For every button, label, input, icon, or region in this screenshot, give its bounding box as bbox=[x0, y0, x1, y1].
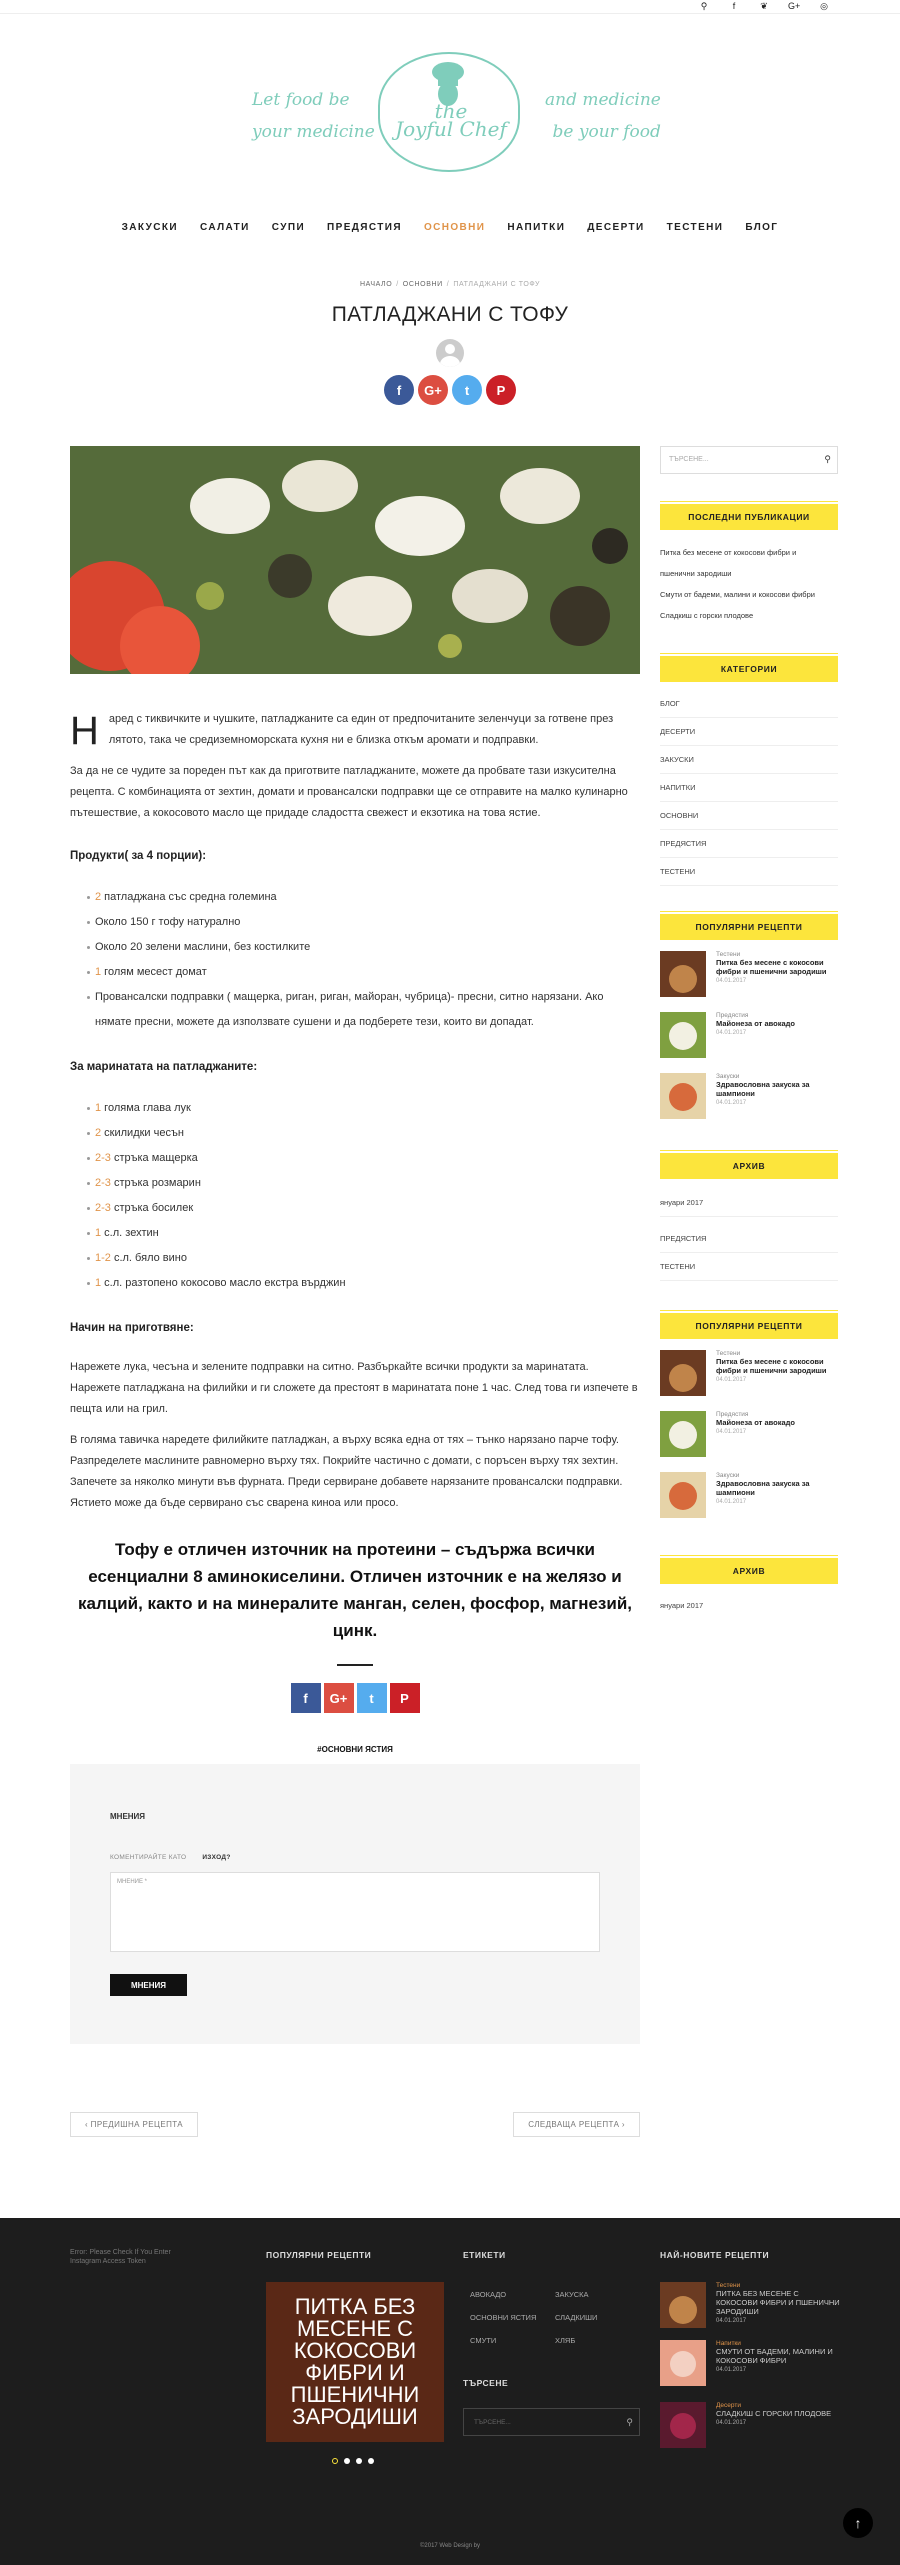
recipe-category: Напитки bbox=[716, 2340, 741, 2347]
recipe-date: 04.01.2017 bbox=[716, 1377, 747, 1383]
recipe-title: Питка без месене с кокосови фибри и пшенични зародиши bbox=[716, 958, 827, 976]
popular-recipe[interactable] bbox=[660, 1472, 838, 1522]
list-item bbox=[95, 935, 640, 960]
footer-recipe[interactable] bbox=[660, 2282, 840, 2328]
recipe-title: Здравословна закуска за шампиони bbox=[716, 1479, 810, 1497]
category-link[interactable]: ТЕСТЕНИ bbox=[660, 1253, 838, 1281]
item-text: стръка мащерка bbox=[110, 1152, 198, 1164]
archive-link[interactable]: януари 2017 bbox=[660, 1601, 704, 1610]
search-placeholder: ТЪРСЕНЕ... bbox=[669, 456, 709, 463]
footer-popular-heading: ПОПУЛЯРНИ РЕЦЕПТИ bbox=[266, 2250, 372, 2260]
sidebar-search-input[interactable] bbox=[660, 446, 838, 474]
recipe-thumbnail bbox=[660, 2282, 706, 2328]
recipe-thumbnail bbox=[660, 1012, 706, 1058]
recipe-title: СМУТИ ОТ БАДЕМИ, МАЛИНИ И КОКОСОВИ ФИБРИ bbox=[716, 2347, 833, 2365]
popular-recipes-list bbox=[660, 951, 838, 1123]
recipe-category: Тестени bbox=[716, 1350, 741, 1357]
share-facebook-button[interactable]: f bbox=[291, 1683, 321, 1713]
recipe-date: 04.01.2017 bbox=[716, 2367, 747, 2373]
categories-heading: КАТЕГОРИИ bbox=[660, 656, 838, 682]
item-number: 2-3 bbox=[95, 1177, 111, 1189]
list-item bbox=[95, 885, 640, 910]
recipe-thumbnail bbox=[660, 2340, 706, 2386]
recipe-title: Майонеза от авокадо bbox=[716, 1418, 795, 1427]
recipe-title: Питка без месене с кокосови фибри и пшенични зародиши bbox=[716, 1357, 827, 1375]
share-twitter-button[interactable]: t bbox=[357, 1683, 387, 1713]
category-link[interactable]: ПРЕДЯСТИЯ bbox=[660, 1225, 838, 1253]
author-avatar[interactable] bbox=[436, 339, 464, 367]
item-number: 1-2 bbox=[95, 1252, 111, 1264]
recipe-category: Тестени bbox=[716, 951, 741, 958]
tag-link[interactable]: ЗАКУСКА bbox=[555, 2290, 589, 2299]
site-logo[interactable] bbox=[0, 14, 900, 174]
tag-link[interactable]: ХЛЯБ bbox=[555, 2336, 576, 2345]
marinade-heading: За маринатата на патладжаните: bbox=[70, 1061, 258, 1073]
recipe-thumbnail bbox=[660, 1350, 706, 1396]
post-navigation bbox=[70, 2112, 640, 2137]
popular-recipes-heading-2: ПОПУЛЯРНИ РЕЦЕПТИ bbox=[660, 1313, 838, 1339]
breadcrumb: НАЧАЛО / ОСНОВНИ / ПАТЛАДЖАНИ С ТОФУ bbox=[359, 281, 541, 288]
nav-item-breakfast[interactable]: ЗАКУСКИ bbox=[121, 222, 178, 233]
method-heading: Начин на приготвяне: bbox=[70, 1322, 194, 1334]
comment-as-text: КОМЕНТИРАЙТЕ КАТО bbox=[110, 1854, 187, 1861]
list-item bbox=[95, 1271, 640, 1296]
logo-tagline-left bbox=[252, 84, 375, 148]
logo-tagline-right-text: and medicine be your food bbox=[545, 90, 661, 142]
slider-dot[interactable] bbox=[356, 2458, 362, 2464]
item-text: с.л. бяло вино bbox=[110, 1252, 187, 1264]
nav-item-mains[interactable]: ОСНОВНИ bbox=[423, 222, 486, 233]
item-text: скилидки чесън bbox=[101, 1127, 184, 1139]
item-text: с.л. разтопено кокосово масло екстра върджин bbox=[101, 1277, 346, 1289]
sidebar bbox=[660, 446, 838, 1619]
share-facebook-button[interactable]: f bbox=[384, 375, 414, 405]
recent-post-link[interactable]: Сладкиш с горски плодове bbox=[660, 611, 754, 620]
item-number: 2 bbox=[95, 891, 102, 903]
divider bbox=[337, 1664, 373, 1666]
logout-link[interactable]: ИЗХОД? bbox=[202, 1854, 231, 1861]
page-title: ПАТЛАДЖАНИ С ТОФУ bbox=[331, 303, 569, 326]
nav-item-drinks[interactable]: НАПИТКИ bbox=[507, 222, 566, 233]
archive-link[interactable]: януари 2017 bbox=[660, 1189, 838, 1217]
nav-item-starters[interactable]: ПРЕДЯСТИЯ bbox=[327, 222, 402, 233]
marinade-list bbox=[70, 1096, 640, 1296]
site-footer bbox=[0, 2218, 900, 2565]
item-number: 2-3 bbox=[95, 1202, 111, 1214]
recipe-category: Десерти bbox=[716, 2402, 741, 2409]
top-social-links bbox=[698, 1, 830, 12]
list-item bbox=[95, 1146, 640, 1171]
archive-heading-2: АРХИВ bbox=[660, 1558, 838, 1584]
category-link[interactable]: ЗАКУСКИ bbox=[660, 746, 838, 774]
comments-heading: МНЕНИЯ bbox=[110, 1812, 146, 1821]
nav-item-desserts[interactable]: ДЕСЕРТИ bbox=[587, 222, 645, 233]
facebook-icon[interactable]: f bbox=[732, 1, 736, 11]
nav-item-soups[interactable]: СУПИ bbox=[271, 222, 306, 233]
recipe-thumbnail bbox=[660, 1073, 706, 1119]
breadcrumb-category[interactable]: ОСНОВНИ bbox=[402, 281, 443, 288]
list-item bbox=[95, 1171, 640, 1196]
tag-link[interactable]: СЛАДКИШИ bbox=[555, 2313, 598, 2322]
prev-post-button[interactable]: ‹ ПРЕДИШНА РЕЦЕПТА bbox=[70, 2112, 198, 2137]
intro-text: аред с тиквичките и чушките, патладжаните са един от предпочитаните зеленчуци за готвене през лятото, така че средиземноморската кухня ни е близка откъм аромати и подправки. bbox=[108, 713, 614, 746]
nav-item-blog[interactable]: БЛОГ bbox=[745, 222, 779, 233]
recipe-thumbnail bbox=[660, 2402, 706, 2448]
highlight-quote: Тофу е отличен източник на протеини – съдържа всички есенциални 8 аминокиселини. Отличен източник е на желязо и калций, както и на минералите манган, селен, фосфор, магнезий, цинк. bbox=[78, 1540, 632, 1640]
search-icon[interactable]: ⚲ bbox=[700, 1, 708, 11]
recent-post-link[interactable]: Смути от бадеми, малини и кокосови фибри bbox=[660, 590, 815, 599]
category-link[interactable]: ТЕСТЕНИ bbox=[660, 858, 838, 886]
post-content bbox=[70, 446, 640, 2137]
item-number: 2 bbox=[95, 1127, 102, 1139]
logo-brand: the Joyful Chef bbox=[395, 99, 507, 141]
recent-posts-list bbox=[660, 542, 838, 626]
recipe-date: 04.01.2017 bbox=[716, 1499, 747, 1505]
category-link[interactable]: ПРЕДЯСТИЯ bbox=[660, 830, 838, 858]
slider-dot[interactable] bbox=[344, 2458, 350, 2464]
list-item bbox=[95, 1221, 640, 1246]
products-list bbox=[70, 885, 640, 1035]
top-bar bbox=[0, 0, 900, 14]
recipe-title: Майонеза от авокадо bbox=[716, 1019, 795, 1028]
recipe-date: 04.01.2017 bbox=[716, 2318, 747, 2324]
share-pinterest-button[interactable]: P bbox=[486, 375, 516, 405]
method-paragraph-1: Нарежете лука, чесъна и зелените подправки на ситно. Разбъркайте всички продукти за маринатата. Нарежете патладжана на филийки и ги сложете да престоят в маринатата поне 1 час. След това ги изпечете в пещта или на грил. bbox=[70, 1361, 638, 1415]
footer-search-heading: ТЪРСЕНЕ bbox=[463, 2378, 509, 2388]
recipe-category: Закуски bbox=[716, 1472, 740, 1479]
popular-recipes-list-2 bbox=[660, 1350, 838, 1522]
categories-list bbox=[660, 690, 838, 886]
recent-posts-heading: ПОСЛЕДНИ ПУБЛИКАЦИИ bbox=[660, 504, 838, 530]
list-item bbox=[95, 985, 640, 1035]
category-link[interactable]: НАПИТКИ bbox=[660, 774, 838, 802]
slider-dots bbox=[332, 2458, 374, 2464]
item-text: голям месест домат bbox=[101, 966, 207, 978]
search-placeholder: ТЪРСЕНЕ... bbox=[474, 2419, 511, 2426]
share-pinterest-button[interactable]: P bbox=[390, 1683, 420, 1713]
recipe-title: СЛАДКИШ С ГОРСКИ ПЛОДОВЕ bbox=[716, 2409, 832, 2418]
nav-item-dough[interactable]: ТЕСТЕНИ bbox=[666, 222, 724, 233]
item-text: Около 150 г тофу натурално bbox=[95, 916, 241, 928]
archive-heading: АРХИВ bbox=[660, 1153, 838, 1179]
item-text: стръка босилек bbox=[110, 1202, 194, 1214]
item-text: патладжана със средна големина bbox=[101, 891, 277, 903]
item-text: Около 20 зелени маслини, без костилките bbox=[95, 941, 311, 953]
list-item bbox=[95, 1246, 640, 1271]
list-item bbox=[95, 1121, 640, 1146]
slider-dot[interactable] bbox=[368, 2458, 374, 2464]
next-post-button[interactable]: СЛЕДВАЩА РЕЦЕПТА › bbox=[513, 2112, 640, 2137]
main-nav bbox=[0, 222, 900, 233]
item-text: Провансалски подправки ( мащерка, риган, риган, майоран, чубрица)- пресни, ситно нарязани. Ако нямате пресни, можете да използвате сушени и да подберете тези, които ви допадат. bbox=[95, 991, 604, 1028]
recipe-title: Здравословна закуска за шампиони bbox=[716, 1080, 810, 1098]
recipe-date: 04.01.2017 bbox=[716, 2420, 747, 2426]
search-icon[interactable]: ⚲ bbox=[824, 454, 831, 464]
item-text: голяма глава лук bbox=[101, 1102, 191, 1114]
archive-list bbox=[660, 1189, 838, 1281]
recent-post-link[interactable]: пшенични зародиши bbox=[660, 569, 732, 578]
item-number: 1 bbox=[95, 1102, 102, 1114]
recipe-category: Предястия bbox=[716, 1012, 749, 1019]
share-googleplus-button[interactable]: G+ bbox=[324, 1683, 354, 1713]
recipe-thumbnail bbox=[660, 1472, 706, 1518]
share-buttons-bottom bbox=[70, 1683, 640, 1713]
footer-tags bbox=[470, 2290, 640, 2346]
footer-recipe[interactable] bbox=[660, 2402, 840, 2448]
list-item bbox=[95, 1096, 640, 1121]
recipe-thumbnail bbox=[660, 951, 706, 997]
footer-search-input[interactable] bbox=[463, 2408, 640, 2436]
popular-recipe[interactable] bbox=[660, 1411, 838, 1461]
footer-recent-heading: НАЙ-НОВИТЕ РЕЦЕПТИ bbox=[660, 2250, 770, 2260]
tag-link[interactable]: ОСНОВНИ ЯСТИЯ bbox=[470, 2313, 537, 2322]
popular-recipes-heading: ПОПУЛЯРНИ РЕЦЕПТИ bbox=[660, 914, 838, 940]
share-buttons-top bbox=[0, 375, 900, 405]
hero-image bbox=[70, 446, 640, 674]
breadcrumb-home[interactable]: НАЧАЛО bbox=[359, 281, 393, 288]
comment-textarea[interactable]: МНЕНИЕ * bbox=[110, 1872, 600, 1952]
submit-comment-button[interactable]: МНЕНИЯ bbox=[110, 1974, 187, 1996]
logo-tagline-left-text: Let food be your medicine bbox=[252, 90, 375, 142]
list-item bbox=[95, 910, 640, 935]
nav-item-salads[interactable]: САЛАТИ bbox=[199, 222, 250, 233]
recipe-title: ПИТКА БЕЗ МЕСЕНЕ С КОКОСОВИ ФИБРИ И ПШЕНИЧНИ ЗАРОДИШИ bbox=[716, 2289, 840, 2316]
list-item bbox=[95, 960, 640, 985]
popular-recipe[interactable] bbox=[660, 951, 838, 1001]
list-item bbox=[95, 1196, 640, 1221]
recipe-date: 04.01.2017 bbox=[716, 1429, 747, 1435]
item-text: с.л. зехтин bbox=[101, 1227, 159, 1239]
googleplus-icon[interactable]: G+ bbox=[788, 1, 801, 11]
products-heading: Продукти( за 4 порции): bbox=[70, 850, 207, 862]
archive-list-2 bbox=[660, 1592, 838, 1619]
twitter-icon[interactable]: ❦ bbox=[760, 1, 768, 11]
share-twitter-button[interactable]: t bbox=[452, 375, 482, 405]
footer-recipe-slide[interactable]: ПИТКА БЕЗ МЕСЕНЕ С КОКОСОВИ ФИБРИ И ПШЕНИЧНИ ЗАРОДИШИ bbox=[266, 2282, 444, 2442]
category-link[interactable]: ОСНОВНИ bbox=[660, 802, 838, 830]
recipe-category: Предястия bbox=[716, 1411, 749, 1418]
share-googleplus-button[interactable]: G+ bbox=[418, 375, 448, 405]
slider-dot[interactable] bbox=[332, 2458, 338, 2464]
popular-recipe[interactable] bbox=[660, 1073, 838, 1123]
category-link[interactable]: БЛОГ bbox=[660, 690, 838, 718]
instagram-error: Error: Please Check If You Enter Instagram Access Token bbox=[70, 2249, 171, 2265]
instagram-icon[interactable]: ◎ bbox=[820, 1, 828, 11]
recipe-date: 04.01.2017 bbox=[716, 1100, 747, 1106]
item-number: 1 bbox=[95, 1227, 102, 1239]
intro-paragraph bbox=[70, 709, 640, 751]
recipe-thumbnail bbox=[660, 1411, 706, 1457]
post-tag[interactable]: #ОСНОВНИ ЯСТИЯ bbox=[317, 1745, 393, 1754]
comment-form bbox=[70, 1764, 640, 2044]
category-link[interactable]: ДЕСЕРТИ bbox=[660, 718, 838, 746]
recent-post-link[interactable]: Питка без месене от кокосови фибри и bbox=[660, 548, 797, 557]
item-number: 1 bbox=[95, 1277, 102, 1289]
tag-link[interactable]: СМУТИ bbox=[470, 2336, 497, 2345]
recipe-date: 04.01.2017 bbox=[716, 1030, 747, 1036]
footer-recipe[interactable] bbox=[660, 2340, 840, 2386]
item-number: 1 bbox=[95, 966, 102, 978]
breadcrumb-current: ПАТЛАДЖАНИ С ТОФУ bbox=[453, 281, 541, 288]
popular-recipe[interactable] bbox=[660, 1350, 838, 1400]
popular-recipe[interactable] bbox=[660, 1012, 838, 1062]
recipe-date: 04.01.2017 bbox=[716, 978, 747, 984]
comment-as-label bbox=[110, 1854, 231, 1861]
paragraph-2: За да не се чудите за пореден път как да приготвите патладжаните, можете да пробвате тази изкусителна рецепта. С комбинацията от зехтин, домати и провансалски подправки ще се отправите на малко кулинарно пътешествие, а кокосовото масло ще придаде сладостта свежест и екзотика на това ястие. bbox=[70, 765, 628, 819]
footer-tags-heading: ЕТИКЕТИ bbox=[463, 2250, 506, 2260]
tag-link[interactable]: АВОКАДО bbox=[470, 2290, 507, 2299]
logo-tagline-right bbox=[545, 84, 661, 148]
method-paragraph-2: В голяма тавичка наредете филийките патладжан, а върху всяка една от тях – тънко нарязано парче тофу. Разпределете маслините равномерно върху тях. Покрийте частично с домати, с поръсен върху тях зехтин. Запечете за няколко минути във фурната. Преди сервиране добавете нарязаните провансалски подправки. Ястието може да бъде сервирано със сварена киноа или просо. bbox=[70, 1434, 623, 1509]
back-to-top-button[interactable]: ↑ bbox=[843, 2508, 873, 2538]
post-body bbox=[70, 709, 640, 1666]
copyright: ©2017 Web Design by bbox=[419, 2543, 480, 2549]
item-number: 2-3 bbox=[95, 1152, 111, 1164]
dropcap: Н bbox=[70, 709, 99, 753]
recipe-category: Закуски bbox=[716, 1073, 740, 1080]
search-icon[interactable]: ⚲ bbox=[626, 2417, 633, 2427]
recipe-category: Тестени bbox=[716, 2282, 741, 2289]
item-text: стръка розмарин bbox=[110, 1177, 201, 1189]
